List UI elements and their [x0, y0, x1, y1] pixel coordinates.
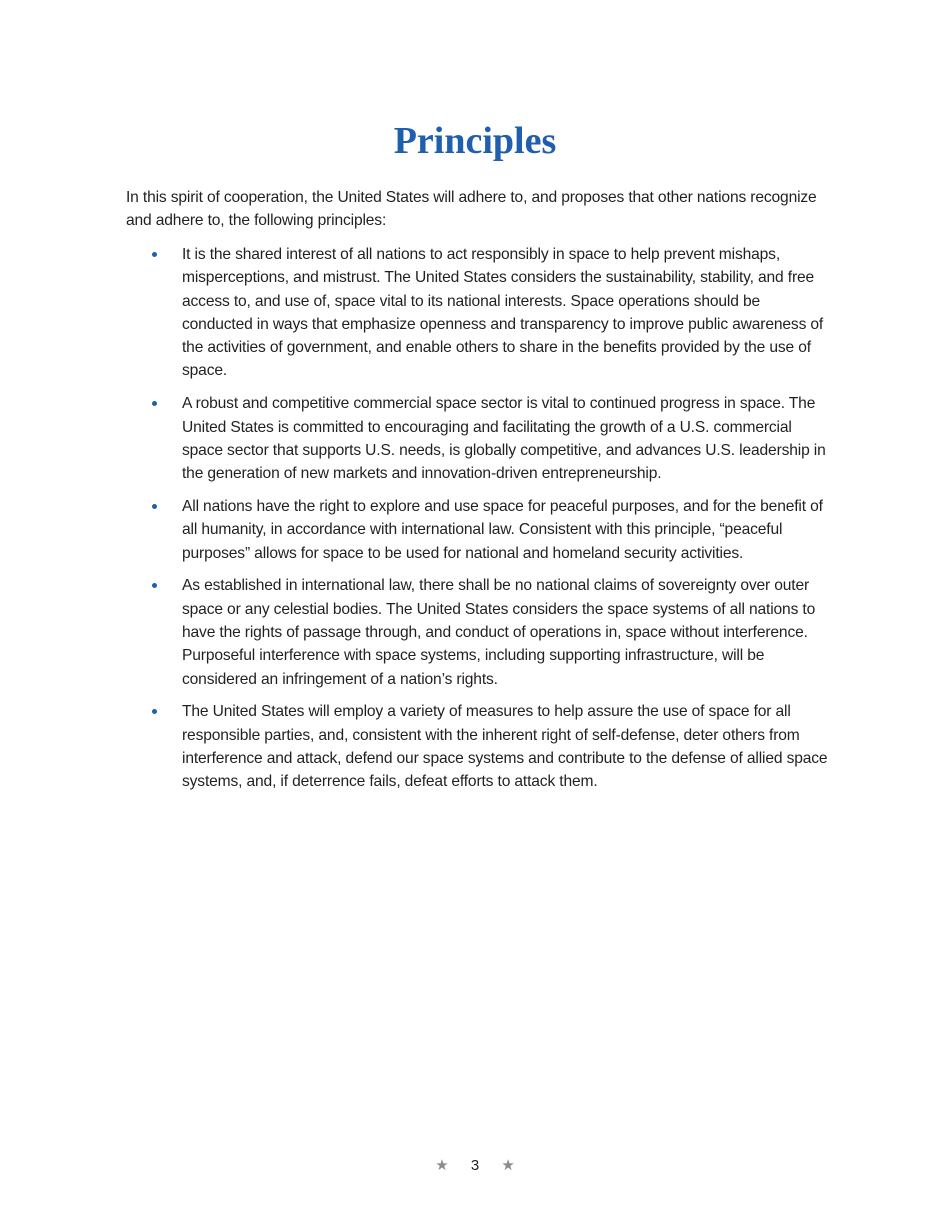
list-item — [126, 700, 830, 793]
bullet-icon — [152, 504, 157, 509]
page-number: 3 — [470, 1157, 480, 1174]
page-footer — [0, 1155, 950, 1177]
list-item — [126, 574, 830, 690]
bullet-icon — [152, 252, 157, 257]
list-item — [126, 243, 830, 383]
list-item — [126, 495, 830, 565]
list-item-text: As established in international law, there shall be no national claims of sovereignty over outer space or any celestial bodies. The United States considers the space systems of all nations to have the rights of passage through, and conduct of operations in, space without interference. Purposeful interference with space systems, including supporting infrastructure, will be considered an infringement of a nation’s rights. — [182, 577, 816, 688]
page-title: Principles — [393, 120, 557, 162]
bullet-icon — [152, 709, 157, 714]
list-item-text: It is the shared interest of all nations to act responsibly in space to help prevent mishaps, misperceptions, and mistrust. The United States considers the sustainability, stability, and free access to, and use of, space vital to its national interests. Space operations should be conducted in ways that emphasize openness and transparency to improve public awareness of the activities of government, and enable others to share in the benefits provided by the use of space. — [182, 246, 824, 380]
bullet-icon — [152, 401, 157, 406]
star-icon: ★ — [435, 1157, 449, 1174]
list-item-text: The United States will employ a variety of measures to help assure the use of space for all responsible parties, and, consistent with the inherent right of self-defense, deter others from interference and attack, defend our space systems and contribute to the defense of allied space systems, and, if deterrence fails, defeat efforts to attack them. — [182, 703, 828, 791]
principles-list — [126, 243, 830, 803]
intro-paragraph: In this spirit of cooperation, the United States will adhere to, and proposes that other nations recognize and adhere to, the following principles: — [126, 189, 817, 230]
list-item-text: A robust and competitive commercial space sector is vital to continued progress in space. The United States is committed to encouraging and facilitating the growth of a U.S. commercial space sector that supports U.S. needs, is globally competitive, and advances U.S. leadership in the generation of new markets and innovation-driven entrepreneurship. — [182, 395, 826, 483]
star-icon: ★ — [501, 1157, 515, 1174]
bullet-icon — [152, 583, 157, 588]
list-item-text: All nations have the right to explore and use space for peaceful purposes, and for the benefit of all humanity, in accordance with international law. Consistent with this principle, “peaceful purposes” allows for space to be used for national and homeland security activities. — [182, 497, 823, 562]
list-item — [126, 392, 830, 485]
